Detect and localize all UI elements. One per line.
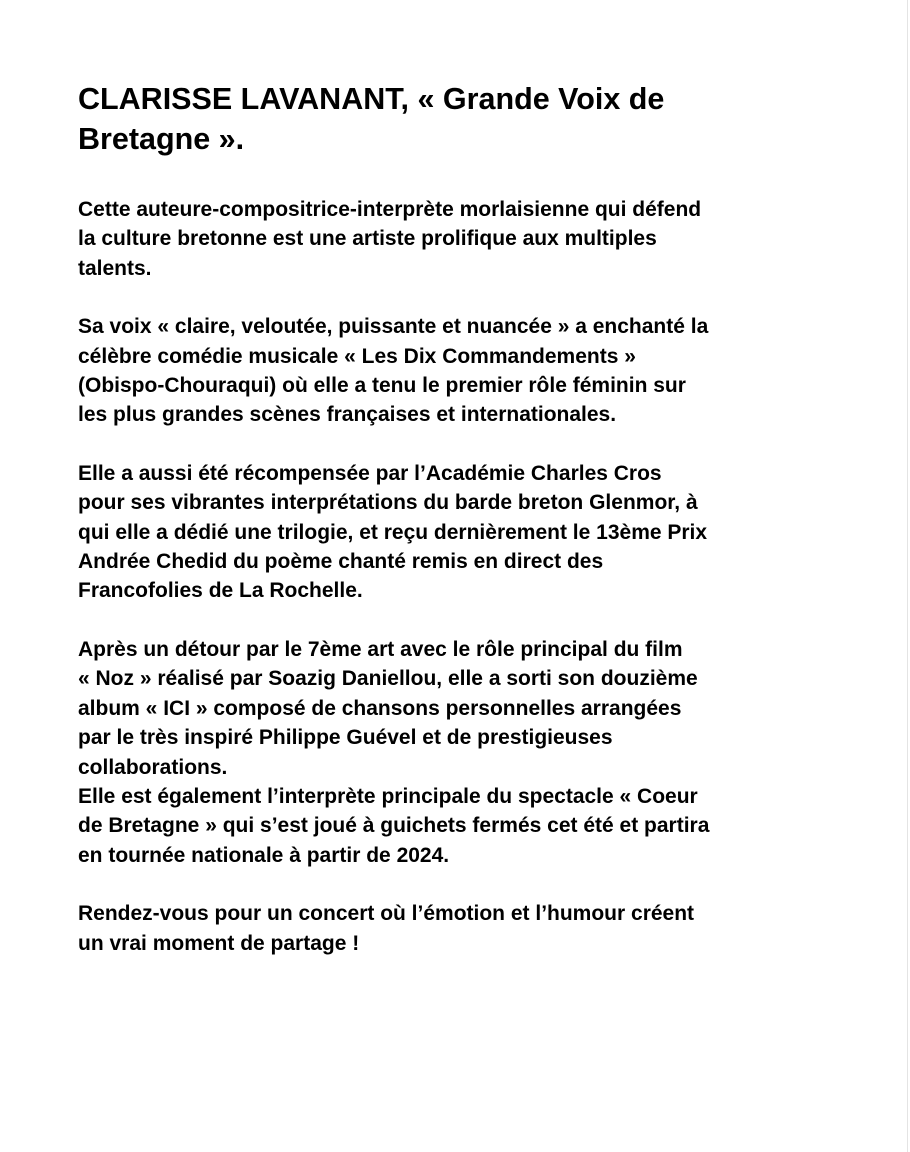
text-line: Elle a aussi été récompensée par l’Académie Charles Cros (78, 461, 662, 485)
paragraph-show (78, 782, 838, 870)
text-line: qui elle a dédié une trilogie, et reçu dernièrement le 13ème Prix (78, 520, 708, 544)
text-line: de Bretagne » qui s’est joué à guichets fermés cet été et partira (78, 814, 710, 838)
page-edge-divider (907, 0, 908, 1152)
text-line: Rendez-vous pour un concert où l’émotion et l’humour créent (78, 902, 695, 926)
article-title (78, 79, 838, 159)
text-line: les plus grandes scènes françaises et internationales. (78, 403, 617, 427)
title-line: CLARISSE LAVANANT, « Grande Voix de (78, 82, 665, 116)
text-line: Andrée Chedid du poème chanté remis en direct des (78, 550, 604, 574)
paragraph-awards (78, 459, 838, 606)
text-line: pour ses vibrantes interprétations du barde breton Glenmor, à (78, 491, 698, 515)
text-line: en tournée nationale à partir de 2024. (78, 843, 450, 867)
paragraph-intro (78, 195, 838, 283)
paragraph-closing (78, 899, 838, 958)
text-line: Cette auteure-compositrice-interprète morlaisienne qui défend (78, 198, 702, 221)
text-line: Francofolies de La Rochelle. (78, 579, 363, 603)
text-line: « Noz » réalisé par Soazig Daniellou, elle a sorti son douzième (78, 667, 698, 691)
paragraph-voice (78, 312, 838, 430)
text-line: un vrai moment de partage ! (78, 931, 360, 955)
text-line: Elle est également l’interprète principale du spectacle « Coeur (78, 784, 698, 808)
text-line: Sa voix « claire, veloutée, puissante et nuancée » a enchanté la (78, 315, 709, 339)
text-line: par le très inspiré Philippe Guével et de prestigieuses (78, 726, 613, 750)
text-line: (Obispo-Chouraqui) où elle a tenu le premier rôle féminin sur (78, 374, 686, 398)
text-line: album « ICI » composé de chansons personnelles arrangées (78, 696, 682, 720)
text-line: la culture bretonne est une artiste prolifique aux multiples (78, 227, 657, 251)
text-line: célèbre comédie musicale « Les Dix Commandements » (78, 344, 636, 368)
title-line: Bretagne ». (78, 122, 253, 156)
text-line: Après un détour par le 7ème art avec le rôle principal du film (78, 637, 683, 661)
article-body (78, 79, 838, 987)
paragraph-album (78, 635, 838, 782)
text-line: talents. (78, 256, 152, 280)
text-line: collaborations. (78, 755, 228, 779)
